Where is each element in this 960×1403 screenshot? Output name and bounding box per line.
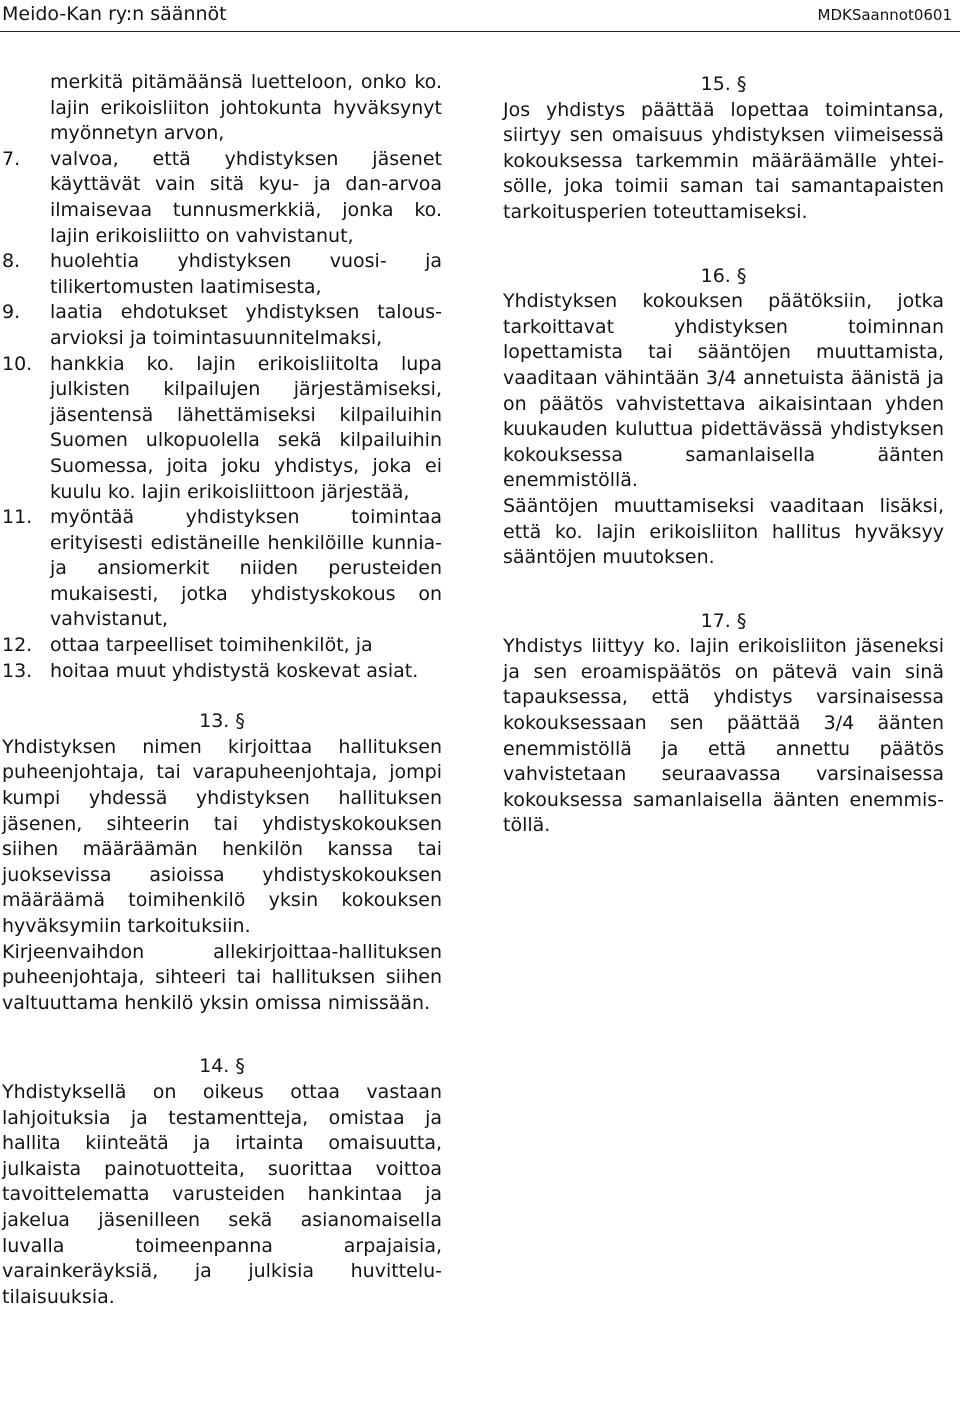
document-code: MDKSaannot0601 — [817, 6, 952, 24]
list-item-continued: merkitä pitämäänsä luetteloon, onko ko. lajin erikoisliiton johtokunta hyväksynyt myönnetyn arvon, — [50, 71, 442, 145]
list-item-text: myöntää yhdistyksen toimintaa erityisesti edistäneille henkilöille kunnia- ja ansiomerkit niiden perusteiden mukaisesti, jotka yhdistyskokous on vahvistanut, — [50, 506, 442, 631]
list-item-number: 10. — [2, 352, 33, 375]
list-item-number: 8. — [2, 250, 21, 273]
section-16-paragraph-2: Sääntöjen muuttamiseksi vaaditaan lisäksi, että ko. lajin erikoisliiton hallitus hyväksyy sääntöjen muutoksen. — [503, 494, 944, 569]
section-14-paragraph-1: Yhdistyksellä on oikeus ottaa vastaan lahjoituksia ja testamentteja, omistaa ja hallita kiinteätä ja irtainta omaisuutta, julkaista painotuotteita, suorittaa voittoa tavoittelematta varusteiden hankintaa ja jakelua jäsenilleen sekä asianomaisella luvalla toimeenpanna arpajaisia, varainkeräyksiä, ja julkisia huvittelu-tilaisuuksia. — [2, 1080, 442, 1308]
section-16-heading: 16. § — [700, 264, 747, 287]
header-divider — [0, 31, 960, 32]
page-header — [0, 0, 960, 30]
list-item-text: hoitaa muut yhdistystä koskevat asiat. — [50, 659, 419, 682]
section-13-paragraph-1: Yhdistyksen nimen kirjoittaa hallituksen puheenjohtaja, tai varapuheenjohtaja, jompi kumpi yhdessä yhdistyksen hallituksen jäsenen, sihteerin tai yhdistyskokouksen siihen määräämän henkilön kanssa tai juoksevissa asioissa yhdistyskokouksen määräämä toimihenkilö yksin kokouksen hyväksymiin tarkoituksiin. — [2, 735, 442, 937]
section-15-heading: 15. § — [700, 73, 747, 95]
list-item-number: 12. — [2, 634, 33, 657]
list-item-number: 7. — [2, 147, 21, 170]
section-17-heading: 17. § — [700, 609, 747, 632]
section-14-heading: 14. § — [199, 1055, 245, 1078]
list-item — [2, 633, 442, 659]
list-item-number: 9. — [2, 301, 21, 324]
section-16-paragraph-1: Yhdistyksen kokouksen päätöksiin, jotka tarkoittavat yhdistyksen toiminnan lopettamista tai sääntöjen muuttamista, vaaditaan vähintään 3/4 annetuista äänistä ja on päätös vahvistettava aikaisintaan yhden kuukauden kuluttua pidettävässä yhdistyksen kokouksessa samanlaisella äänten enemmistöllä. — [503, 290, 944, 492]
list-item-number: 13. — [2, 659, 33, 682]
list-item-text: laatia ehdotukset yhdistyksen talous-arvioksi ja toimintasuunnitelmaksi, — [50, 301, 442, 349]
spacer — [503, 571, 944, 609]
spacer — [2, 684, 442, 709]
list-item-number: 11. — [2, 506, 33, 529]
list-item — [2, 300, 442, 351]
left-column — [2, 70, 442, 1310]
section-17-paragraph-1: Yhdistys liittyy ko. lajin erikoisliiton jäseneksi ja sen eroamispäätös on pätevä vain sinä tapauksessa, että yhdistys varsinaisessa kokouksessaan sen päättää 3/4 äänten enemmistöllä ja että annettu päätös vahvistetaan seuraavassa varsinaisessa kokouksessa samanlaisella äänten enemmis-töllä. — [503, 635, 944, 837]
list-item — [2, 147, 442, 249]
list-item-text: hankkia ko. lajin erikoisliitolta lupa julkisten kilpailujen järjestämiseksi, jäsentensä lähettämiseksi kilpailuihin Suomen ulkopuolella sekä kilpailuihin Suomessa, joita joku yhdistys, joka ei kuulu ko. lajin erikoisliittoon järjestää, — [50, 352, 442, 503]
list-item-text: huolehtia yhdistyksen vuosi- ja tilikertomusten laatimisesta, — [50, 250, 442, 298]
section-13-heading: 13. § — [199, 710, 245, 733]
spacer — [503, 226, 944, 264]
list-item — [2, 505, 442, 633]
list-item-text: valvoa, että yhdistyksen jäsenet käyttävät vain sitä kyu- ja dan-arvoa ilmaisevaa tunnusmerkkiä, jonka ko. lajin erikoisliitto on vahvistanut, — [50, 147, 442, 247]
section-13-paragraph-2: Kirjeenvaihdon allekirjoittaa-hallituksen puheenjohtaja, sihteeri tai hallituksen siihen valtuuttama henkilö yksin omissa nimissään. — [2, 940, 442, 1014]
list-item — [2, 352, 442, 506]
list-item — [2, 659, 442, 685]
list-item-text: ottaa tarpeelliset toimihenkilöt, ja — [50, 634, 373, 657]
section-15-paragraph-1: Jos yhdistys päättää lopettaa toimintansa, siirtyy sen omaisuus yhdistyksen viimeisessä kokouksessa tarkemmin määräämälle yhtei-sölle, joka toimii saman tai samantapaisten tarkoitusperien toteuttamiseksi. — [503, 98, 944, 223]
list-item — [2, 249, 442, 300]
right-column — [503, 72, 944, 839]
document-title: Meido-Kan ry:n säännöt — [2, 3, 227, 25]
spacer — [2, 1016, 442, 1054]
